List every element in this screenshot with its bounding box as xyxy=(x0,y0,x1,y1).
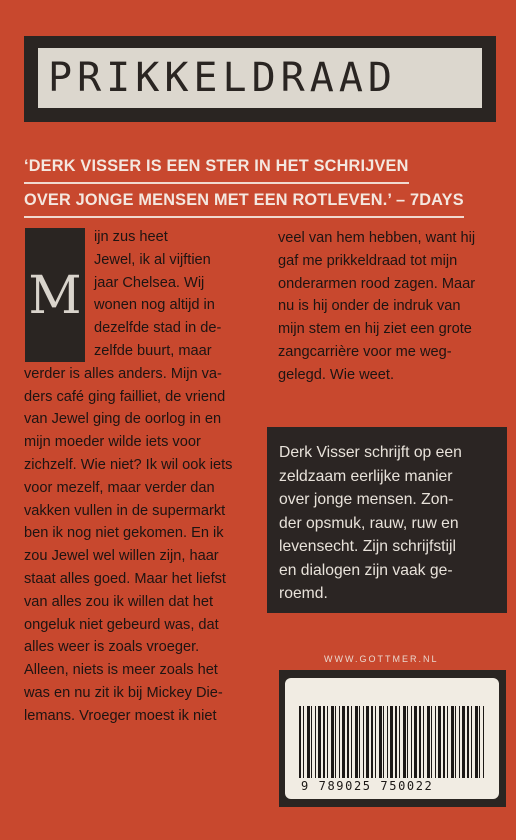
isbn-number: 9 789025 750022 xyxy=(301,779,434,793)
text-line: vakken vullen in de supermarkt xyxy=(24,502,226,519)
text-line: veel van hem hebben, want hij xyxy=(278,230,476,246)
blurb-line: der opsmuk, rauw, ruw en xyxy=(279,514,459,532)
barcode-label xyxy=(285,678,499,799)
body-text-right-column xyxy=(278,227,504,387)
blurb-line: roemd. xyxy=(279,585,328,602)
text-line: dezelfde stad in de- xyxy=(94,320,222,337)
text-line: mijn stem en hij ziet een grote xyxy=(278,321,472,338)
blurb-line: zeldzaam eerlijke manier xyxy=(279,467,453,485)
text-line: gaf me prikkeldraad tot mijn xyxy=(278,252,458,269)
barcode-panel xyxy=(279,670,506,807)
blurb-line: Derk Visser schrijft op een xyxy=(279,444,462,461)
quote-line: OVER JONGE MENSEN MET EEN ROTLEVEN.’ – 7DAYS xyxy=(24,184,464,218)
text-line: nu is hij onder de indruk van xyxy=(278,298,461,315)
text-line: Alleen, niets is meer zoals het xyxy=(24,662,218,679)
text-line: gelegd. Wie weet. xyxy=(278,366,395,383)
publisher-website: WWW.GOTTMER.NL xyxy=(324,654,439,664)
review-quote xyxy=(24,150,494,218)
text-line: lemans. Vroeger moest ik niet xyxy=(24,707,217,724)
blurb-line: over jonge mensen. Zon- xyxy=(279,491,454,508)
text-line: ongeluk niet gebeurd was, dat xyxy=(24,616,219,633)
barcode-bars xyxy=(299,706,485,778)
text-line: jaar Chelsea. Wij xyxy=(94,274,205,291)
text-line: Jewel, ik al vijftien xyxy=(94,251,211,268)
series-title-box xyxy=(24,36,496,122)
drop-cap-box xyxy=(25,228,85,362)
text-line: alles weer is zoals vroeger. xyxy=(24,639,200,656)
text-line: zou Jewel wel willen zijn, haar xyxy=(24,548,219,565)
text-line: staat alles goed. Maar het liefst xyxy=(24,570,226,587)
text-line: onderarmen rood zagen. Maar xyxy=(278,275,476,292)
blurb-line: levensecht. Zijn schrijfstijl xyxy=(279,538,456,555)
text-line: zelfde buurt, maar xyxy=(94,342,212,359)
drop-cap-letter: M xyxy=(28,266,82,326)
quote-line: ‘DERK VISSER IS EEN STER IN HET SCHRIJVEN xyxy=(24,150,409,184)
author-blurb-box xyxy=(267,427,507,613)
series-title: PRIKKELDRAAD xyxy=(38,48,482,108)
text-line: was en nu zit ik bij Mickey Die- xyxy=(24,684,223,701)
text-line: wonen nog altijd in xyxy=(94,297,215,314)
text-line: van alles zou ik willen dat het xyxy=(24,593,214,610)
text-line: verder is alles anders. Mijn va- xyxy=(24,365,222,382)
text-line: ben ik nog niet gekomen. En ik xyxy=(24,525,224,542)
text-line: voor mezelf, maar verder dan xyxy=(24,479,215,496)
text-line: ijn zus heet xyxy=(94,229,168,245)
text-line: zichzelf. Wie niet? Ik wil ook iets xyxy=(24,456,233,473)
text-line: zangcarrière voor me weg- xyxy=(278,343,452,360)
blurb-line: en dialogen zijn vaak ge- xyxy=(279,561,453,579)
text-line: ders café ging failliet, de vriend xyxy=(24,388,226,405)
text-line: van Jewel ging de oorlog in en xyxy=(24,411,222,428)
text-line: mijn moeder wilde iets voor xyxy=(24,434,201,451)
